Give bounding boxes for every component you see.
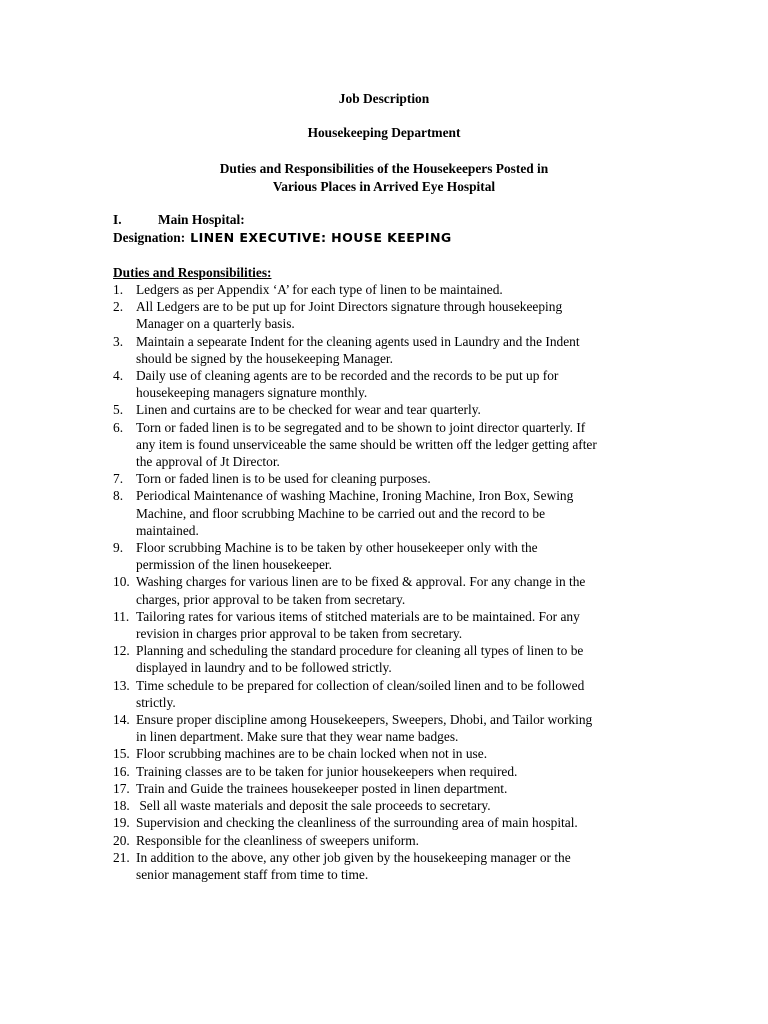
duty-text-line: housekeeping managers signature monthly.	[136, 385, 368, 401]
duty-item	[113, 711, 653, 745]
duty-number: 17.	[113, 780, 130, 796]
duty-item	[113, 333, 653, 367]
duty-number: 3.	[113, 333, 124, 349]
duty-number: 19.	[113, 815, 130, 831]
duty-item	[113, 573, 653, 607]
duty-text-line: displayed in laundry and to be followed strictly.	[136, 660, 392, 676]
duty-item	[113, 539, 653, 573]
duty-number: 1.	[113, 282, 124, 297]
duty-text-line: Floor scrubbing Machine is to be taken by other housekeeper only with the	[136, 540, 538, 556]
duty-text-line: Manager on a quarterly basis.	[136, 316, 295, 332]
duty-item	[113, 814, 653, 831]
duty-text-line: revision in charges prior approval to be taken from secretary.	[136, 626, 463, 642]
duty-number: 8.	[113, 488, 124, 504]
section-heading	[113, 211, 245, 228]
duty-item	[113, 367, 653, 401]
duty-text-line: Torn or faded linen is to be segregated and to be shown to joint director quarterly. If	[136, 419, 586, 435]
duty-text-line: Tailoring rates for various items of stitched materials are to be maintained. For any	[136, 608, 580, 624]
duty-number: 20.	[113, 832, 130, 848]
duty-item	[113, 797, 653, 814]
designation-line	[113, 229, 452, 246]
duty-text-line: Daily use of cleaning agents are to be recorded and the records to be put up for	[136, 368, 559, 384]
duty-item	[113, 849, 653, 883]
duty-number: 14.	[113, 712, 130, 728]
duty-number: 18.	[113, 798, 130, 814]
duty-item	[113, 832, 653, 849]
duty-text-line: Washing charges for various linen are to be fixed & approval. For any change in the	[136, 574, 586, 590]
duty-text-line: Torn or faded linen is to be used for cleaning purposes.	[136, 471, 431, 487]
duty-text-line: any item is found unserviceable the same should be written off the ledger getting after	[136, 436, 597, 452]
duty-item	[113, 780, 653, 797]
department-heading: Housekeeping Department	[307, 125, 461, 140]
document-subtitle	[0, 160, 768, 195]
duty-number: 5.	[113, 402, 124, 418]
duty-text-line: Periodical Maintenance of washing Machine, Ironing Machine, Iron Box, Sewing	[136, 488, 574, 504]
duties-list	[113, 281, 653, 883]
duty-number: 2.	[113, 299, 124, 315]
duty-text-line: Supervision and checking the cleanliness of the surrounding area of main hospital.	[136, 815, 578, 831]
duty-text-line: maintained.	[136, 522, 199, 538]
duty-number: 13.	[113, 677, 130, 693]
duty-number: 9.	[113, 540, 124, 556]
duty-text-line: Planning and scheduling the standard procedure for cleaning all types of linen to be	[136, 643, 584, 659]
duty-text-line: Ensure proper discipline among Housekeepers, Sweepers, Dhobi, and Tailor working	[136, 712, 593, 728]
duty-text-line: Sell all waste materials and deposit the sale proceeds to secretary.	[136, 798, 491, 814]
duty-item	[113, 281, 653, 298]
duty-text-line: Train and Guide the trainees housekeeper posted in linen department.	[136, 780, 508, 796]
duty-item	[113, 298, 653, 332]
duty-number: 4.	[113, 368, 124, 384]
duty-text-line: Time schedule to be prepared for collection of clean/soiled linen and to be followed	[136, 677, 585, 693]
document-title: Job Description	[338, 91, 430, 106]
duty-number: 10.	[113, 574, 130, 590]
duty-number: 11.	[113, 608, 130, 624]
duty-text-line: in linen department. Make sure that they wear name badges.	[136, 729, 459, 745]
duty-number: 6.	[113, 419, 124, 435]
duty-number: 21.	[113, 849, 130, 865]
duty-number: 16.	[113, 763, 130, 779]
duty-text-line: In addition to the above, any other job given by the housekeeping manager or the	[136, 849, 571, 865]
duty-text-line: All Ledgers are to be put up for Joint Directors signature through housekeeping	[136, 299, 563, 315]
duties-heading: Duties and Responsibilities:	[113, 265, 272, 280]
duty-text-line: senior management staff from time to time.	[136, 866, 369, 882]
designation-value: LINEN EXECUTIVE: HOUSE KEEPING	[190, 230, 452, 245]
duty-item	[113, 677, 653, 711]
subtitle-line-2: Various Places in Arrived Eye Hospital	[272, 178, 496, 194]
duty-text-line: the approval of Jt Director.	[136, 454, 280, 470]
subtitle-line-1: Duties and Responsibilities of the Housekeepers Posted in	[219, 161, 549, 176]
duty-item	[113, 642, 653, 676]
duty-text-line: Maintain a sepearate Indent for the cleaning agents used in Laundry and the Indent	[136, 333, 580, 349]
designation-label: Designation:	[113, 230, 186, 245]
duty-text-line: permission of the linen housekeeper.	[136, 557, 332, 573]
section-name: Main Hospital:	[158, 212, 245, 227]
duty-item	[113, 470, 653, 487]
section-number: I.	[113, 212, 122, 227]
duty-text-line: charges, prior approval to be taken from secretary.	[136, 591, 406, 607]
duty-item	[113, 419, 653, 471]
duty-number: 12.	[113, 643, 130, 659]
duty-text-line: strictly.	[136, 694, 176, 710]
duty-text-line: should be signed by the housekeeping Manager.	[136, 350, 393, 366]
duty-text-line: Ledgers as per Appendix ‘A’ for each type of linen to be maintained.	[136, 282, 503, 297]
duty-item	[113, 745, 653, 762]
duty-number: 15.	[113, 746, 130, 762]
duty-text-line: Linen and curtains are to be checked for wear and tear quarterly.	[136, 402, 481, 418]
duty-item	[113, 401, 653, 418]
duty-item	[113, 487, 653, 539]
duty-text-line: Machine, and floor scrubbing Machine to be carried out and the record to be	[136, 505, 546, 521]
duty-number: 7.	[113, 471, 124, 487]
duty-text-line: Responsible for the cleanliness of sweepers uniform.	[136, 832, 419, 848]
duty-item	[113, 608, 653, 642]
duty-text-line: Training classes are to be taken for junior housekeepers when required.	[136, 763, 518, 779]
duty-item	[113, 763, 653, 780]
duty-text-line: Floor scrubbing machines are to be chain locked when not in use.	[136, 746, 488, 762]
